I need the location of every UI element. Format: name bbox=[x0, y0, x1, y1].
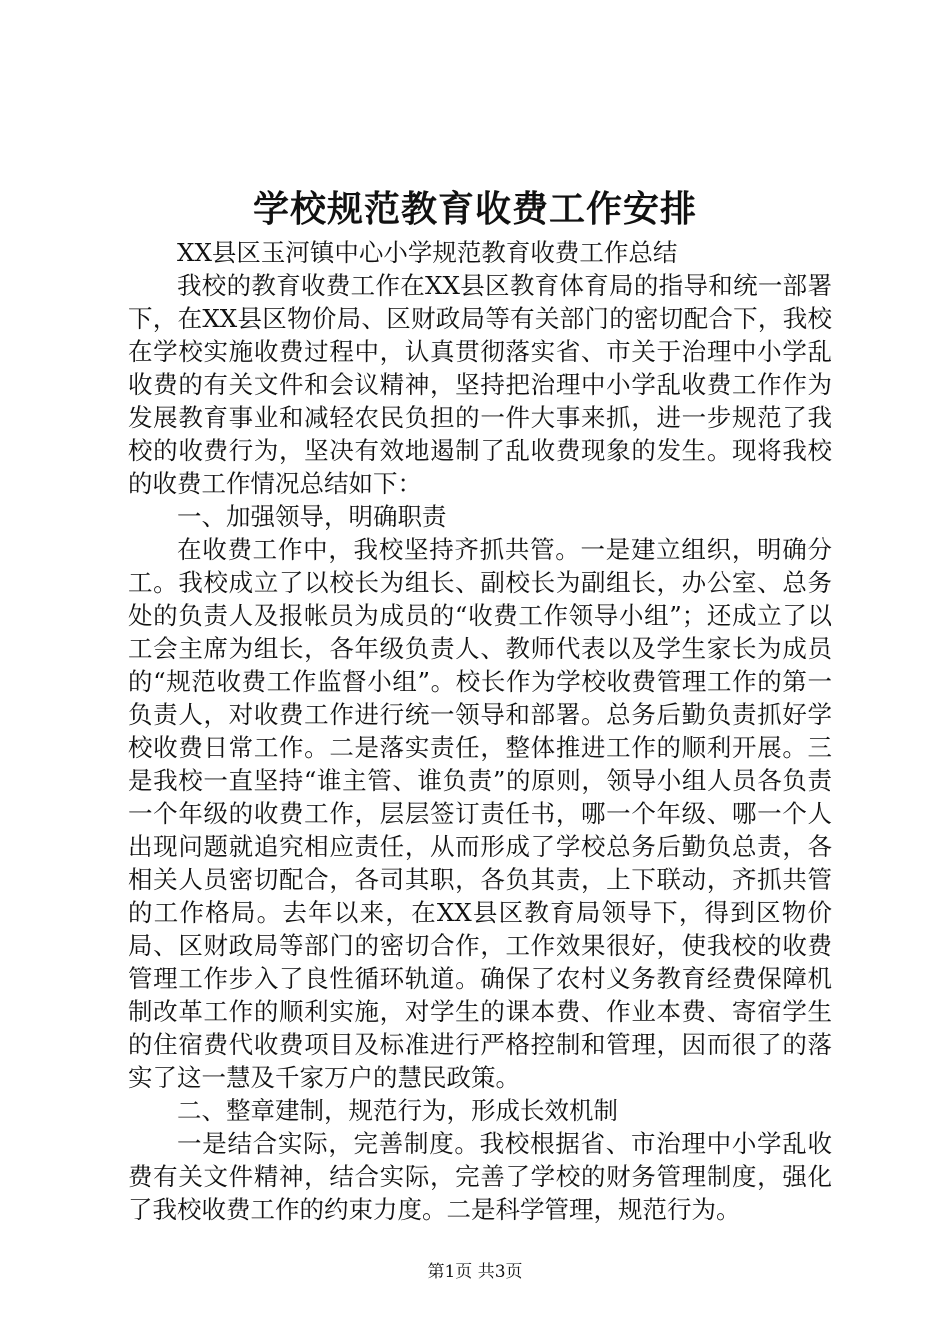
section-2-paragraph: 一是结合实际，完善制度。我校根据省、市治理中小学乱收费有关文件精神，结合实际，完善了学校的财务管理制度，强化了我校收费工作的约束力度。二是科学管理，规范行为。 bbox=[128, 1129, 832, 1224]
section-heading-2: 二、整章建制，规范行为，形成长效机制 bbox=[177, 1096, 618, 1125]
section-heading-1: 一、加强领导，明确职责 bbox=[177, 502, 447, 531]
document-title: 学校规范教育收费工作安排 bbox=[252, 188, 697, 230]
section-1-paragraph: 在收费工作中，我校坚持齐抓共管。一是建立组织，明确分工。我校成立了以校长为组长、副校长为副组长，办公室、总务处的负责人及报帐员为成员的“收费工作领导小组”；还成立了以工会主席为组长，各年级负责人、教师代表以及学生家长为成员的“规范收费工作监督小组”。校长作为学校收费管理工作的第一负责人，对收费工作进行统一领导和部署。总务后勤负责抓好学校收费日常工作。二是落实责任，整体推进工作的顺利开展。三是我校一直坚持“谁主管、谁负责”的原则，领导小组人员各负责一个年级的收费工作，层层签订责任书，哪一个年级、哪一个人出现问题就追究相应责任，从而形成了学校总务后勤负总责，各相关人员密切配合，各司其职，各负其责，上下联动，齐抓共管的工作格局。去年以来，在XX县区教育局领导下，得到区物价局、区财政局等部门的密切合作，工作效果很好，使我校的收费管理工作步入了良性循环轨道。确保了农村义务教育经费保障机制改革工作的顺利实施，对学生的课本费、作业本费、寄宿学生的住宿费代收费项目及标准进行严格控制和管理，因而很了的落实了这一慧及千家万户的慧民政策。 bbox=[128, 535, 832, 1092]
document-body bbox=[128, 236, 832, 1226]
subtitle-paragraph: XX县区玉河镇中心小学规范教育收费工作总结 bbox=[177, 238, 678, 267]
page-number-footer: 第1页 共3页 bbox=[427, 1262, 523, 1282]
intro-paragraph: 我校的教育收费工作在XX县区教育体育局的指导和统一部署下，在XX县区物价局、区财政局等有关部门的密切配合下，我校在学校实施收费过程中，认真贯彻落实省、市关于治理中小学乱收费的有关文件和会议精神，坚持把治理中小学乱收费工作作为发展教育事业和减轻农民负担的一件大事来抓，进一步规范了我校的收费行为，坚决有效地遏制了乱收费现象的发生。现将我校的收费工作情况总结如下： bbox=[128, 271, 832, 498]
